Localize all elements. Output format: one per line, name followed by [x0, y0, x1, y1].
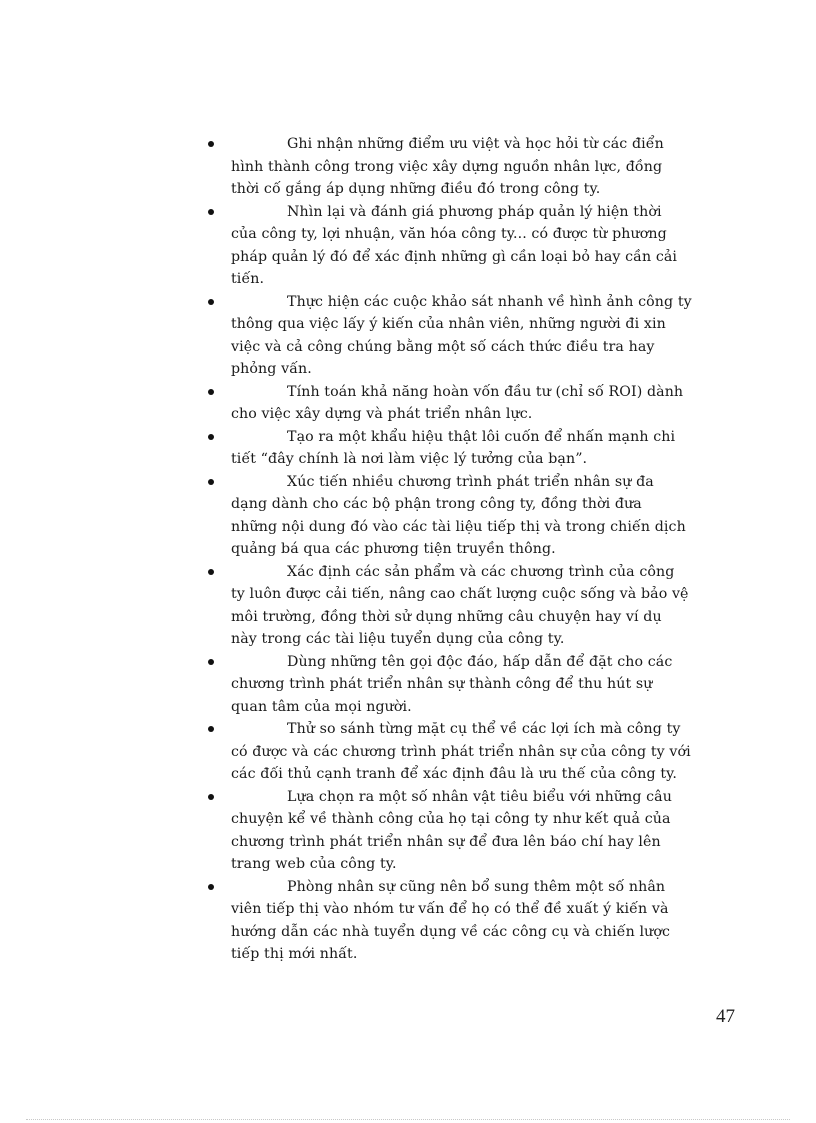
bullet-text: Nhìn lại và đánh giá phương pháp quản lý hiện thời của công ty, lợi nhuận, văn hóa công ty... có được từ phương pháp quản lý đó để xác định những gì cần loại bỏ hay cần cải tiến.	[231, 203, 678, 287]
bullet-text: Thử so sánh từng mặt cụ thể về các lợi ích mà công ty có được và các chương trình phát triển nhân sự của công ty với các đối thủ cạnh tranh để xác định đâu là ưu thế của công ty.	[231, 721, 691, 782]
bullet-list	[206, 133, 692, 966]
list-item	[206, 876, 692, 966]
page-number: 47	[716, 1006, 735, 1027]
bullet-icon	[208, 794, 214, 800]
list-item	[206, 471, 692, 561]
bullet-icon	[208, 479, 214, 485]
bullet-text: Thực hiện các cuộc khảo sát nhanh về hình ảnh công ty thông qua việc lấy ý kiến của nhân viên, những người đi xin việc và cả công chúng bằng một số cách thức điều tra hay phỏng vấn.	[231, 293, 692, 377]
bullet-text: Xác định các sản phẩm và các chương trình của công ty luôn được cải tiến, nâng cao chất lượng cuộc sống và bảo vệ môi trường, đồng thời sử dụng những câu chuyện hay ví dụ này trong các tài liệu tuyển dụng của công ty.	[231, 563, 689, 647]
list-item	[206, 651, 692, 719]
bullet-text: Dùng những tên gọi độc đáo, hấp dẫn để đặt cho các chương trình phát triển nhân sự thành công để thu hút sự quan tâm của mọi người.	[231, 653, 673, 715]
list-item	[206, 201, 692, 291]
list-item	[206, 718, 692, 786]
list-item	[206, 381, 692, 426]
bullet-text: Xúc tiến nhiều chương trình phát triển nhân sự đa dạng dành cho các bộ phận trong công ty, đồng thời đưa những nội dung đó vào các tài liệu tiếp thị và trong chiến dịch quảng bá qua các phương tiện truyền thông.	[231, 473, 686, 557]
bullet-text: Lựa chọn ra một số nhân vật tiêu biểu với những câu chuyện kể về thành công của họ tại công ty như kết quả của chương trình phát triển nhân sự để đưa lên báo chí hay lên trang web của công ty.	[231, 788, 672, 872]
bullet-icon	[208, 141, 214, 147]
bullet-icon	[208, 569, 214, 575]
bullet-text: Phòng nhân sự cũng nên bổ sung thêm một số nhân viên tiếp thị vào nhóm tư vấn để họ có thể đề xuất ý kiến và hướng dẫn các nhà tuyển dụng về các công cụ và chiến lược tiếp thị mới nhất.	[231, 878, 671, 962]
bullet-icon	[208, 659, 214, 665]
bottom-divider	[26, 1119, 790, 1120]
bullet-text: Tạo ra một khẩu hiệu thật lôi cuốn để nhấn mạnh chi tiết “đây chính là nơi làm việc lý tưởng của bạn”.	[231, 428, 676, 467]
list-item	[206, 426, 692, 471]
bullet-icon	[208, 389, 214, 395]
bullet-icon	[208, 726, 214, 732]
bullet-icon	[208, 209, 214, 215]
bullet-icon	[208, 299, 214, 305]
bullet-icon	[208, 884, 214, 890]
list-item	[206, 786, 692, 876]
bullet-text: Ghi nhận những điểm ưu việt và học hỏi từ các điển hình thành công trong việc xây dựng nguồn nhân lực, đồng thời cố gắng áp dụng những điều đó trong công ty.	[231, 136, 664, 197]
bullet-icon	[208, 434, 214, 440]
list-item	[206, 291, 692, 381]
list-item	[206, 561, 692, 651]
bullet-text: Tính toán khả năng hoàn vốn đầu tư (chỉ số ROI) dành cho việc xây dựng và phát triển nhân lực.	[231, 383, 684, 422]
list-item	[206, 133, 692, 201]
